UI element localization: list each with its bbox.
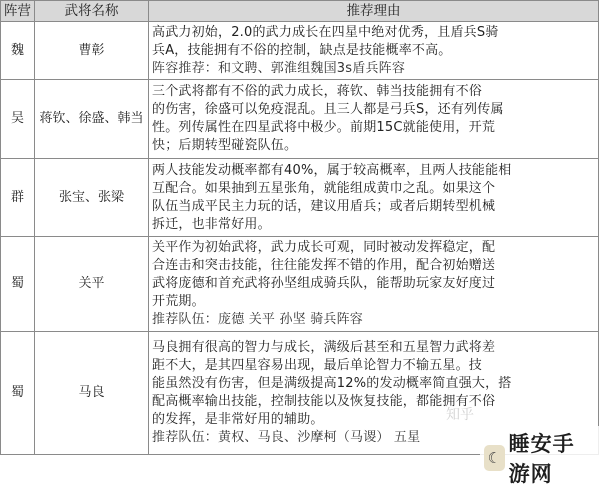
reason-line: 高武力初始，2.0的武力成长在四星中绝对优秀，且盾兵S骑 xyxy=(152,24,499,40)
site-logo-icon: ☾ xyxy=(484,445,505,471)
reason-line: 开荒期。 xyxy=(152,294,205,309)
header-general-name: 武将名称 xyxy=(35,1,149,22)
generals-cell: 曹彰 xyxy=(35,22,149,80)
generals-cell: 张宝、张梁 xyxy=(35,159,149,237)
generals-cell: 马良 xyxy=(35,332,149,455)
team-recommendation: 推荐队伍：庞德 关平 孙坚 骑兵阵容 xyxy=(152,312,363,327)
reason-line: 关平作为初始武将，武力成长可观，同时被动发挥稳定，配 xyxy=(152,240,496,255)
reason-line: 配高概率输出技能，控制技能以及恢复技能，都能拥有不俗 xyxy=(152,394,496,409)
faction-cell: 魏 xyxy=(1,22,35,80)
reason-line: 两人技能发动概率都有40%，属于较高概率，且两人技能能相 xyxy=(152,162,512,178)
faction-cell: 蜀 xyxy=(1,237,35,332)
reason-line: 互配合。如果抽到五星张角，就能组成黄巾之乱。如果这个 xyxy=(152,180,496,196)
generals-cell: 蒋钦、徐盛、韩当 xyxy=(35,80,149,159)
zhihu-watermark: 知乎 xyxy=(446,407,474,423)
faction-cell: 吴 xyxy=(1,80,35,159)
header-faction: 阵营 xyxy=(1,1,35,22)
table-row xyxy=(1,80,599,159)
faction-cell: 群 xyxy=(1,159,35,237)
table-row xyxy=(1,159,599,237)
reason-line: 能虽然没有伤害，但是满级提高12%的发动概率简直强大，搭 xyxy=(152,376,512,391)
reason-line: 性。列传属性在四星武将中极少。前期15C就能使用，开荒 xyxy=(152,120,496,135)
reason-line: 合连击和突击技能，往往能发挥不错的作用，配合初始赠送 xyxy=(152,258,496,273)
reason-line: 马良拥有很高的智力与成长，满级后甚至和五星智力武将差 xyxy=(152,340,496,355)
generals-cell: 关平 xyxy=(35,237,149,332)
reason-line: 兵A，技能拥有不俗的控制，缺点是技能概率不高。 xyxy=(152,42,452,58)
table-row xyxy=(1,22,599,80)
reason-line: 的发挥，是非常好用的辅助。 xyxy=(152,412,324,427)
header-reason: 推荐理由 xyxy=(149,1,599,22)
team-recommendation: 推荐队伍：黄权、马良、沙摩柯（马谡） 五星 xyxy=(152,430,421,445)
reason-line: 队伍当成平民主力玩的话，建议用盾兵；或者后期转型机械 xyxy=(152,198,496,214)
reason-cell xyxy=(149,237,599,332)
reason-line: 三个武将都有不俗的武力成长，蒋钦、韩当技能拥有不俗 xyxy=(152,84,483,99)
reason-cell xyxy=(149,80,599,159)
site-name: 睡安手游网 xyxy=(508,432,575,486)
reason-line: 距不大，是其四星容易出现，最后单论智力不输五星。技 xyxy=(152,358,483,373)
faction-cell: 蜀 xyxy=(1,332,35,455)
reason-cell xyxy=(149,159,599,237)
table-row xyxy=(1,237,599,332)
reason-line: 拆迁，也非常好用。 xyxy=(152,216,271,232)
team-recommendation: 阵容推荐：和文聘、郭淮组魏国3s盾兵阵容 xyxy=(152,60,406,76)
reason-line: 快；后期转型碰瓷队伍。 xyxy=(152,138,298,153)
table-header-row xyxy=(1,1,599,22)
reason-line: 的伤害，徐盛可以免疫混乱。且三人都是弓兵S，还有列传属 xyxy=(152,102,504,117)
reason-cell xyxy=(149,22,599,80)
site-watermark xyxy=(480,426,600,490)
reason-line: 武将庞德和首充武将孙坚组成骑兵队，能帮助玩家友好度过 xyxy=(152,276,496,291)
